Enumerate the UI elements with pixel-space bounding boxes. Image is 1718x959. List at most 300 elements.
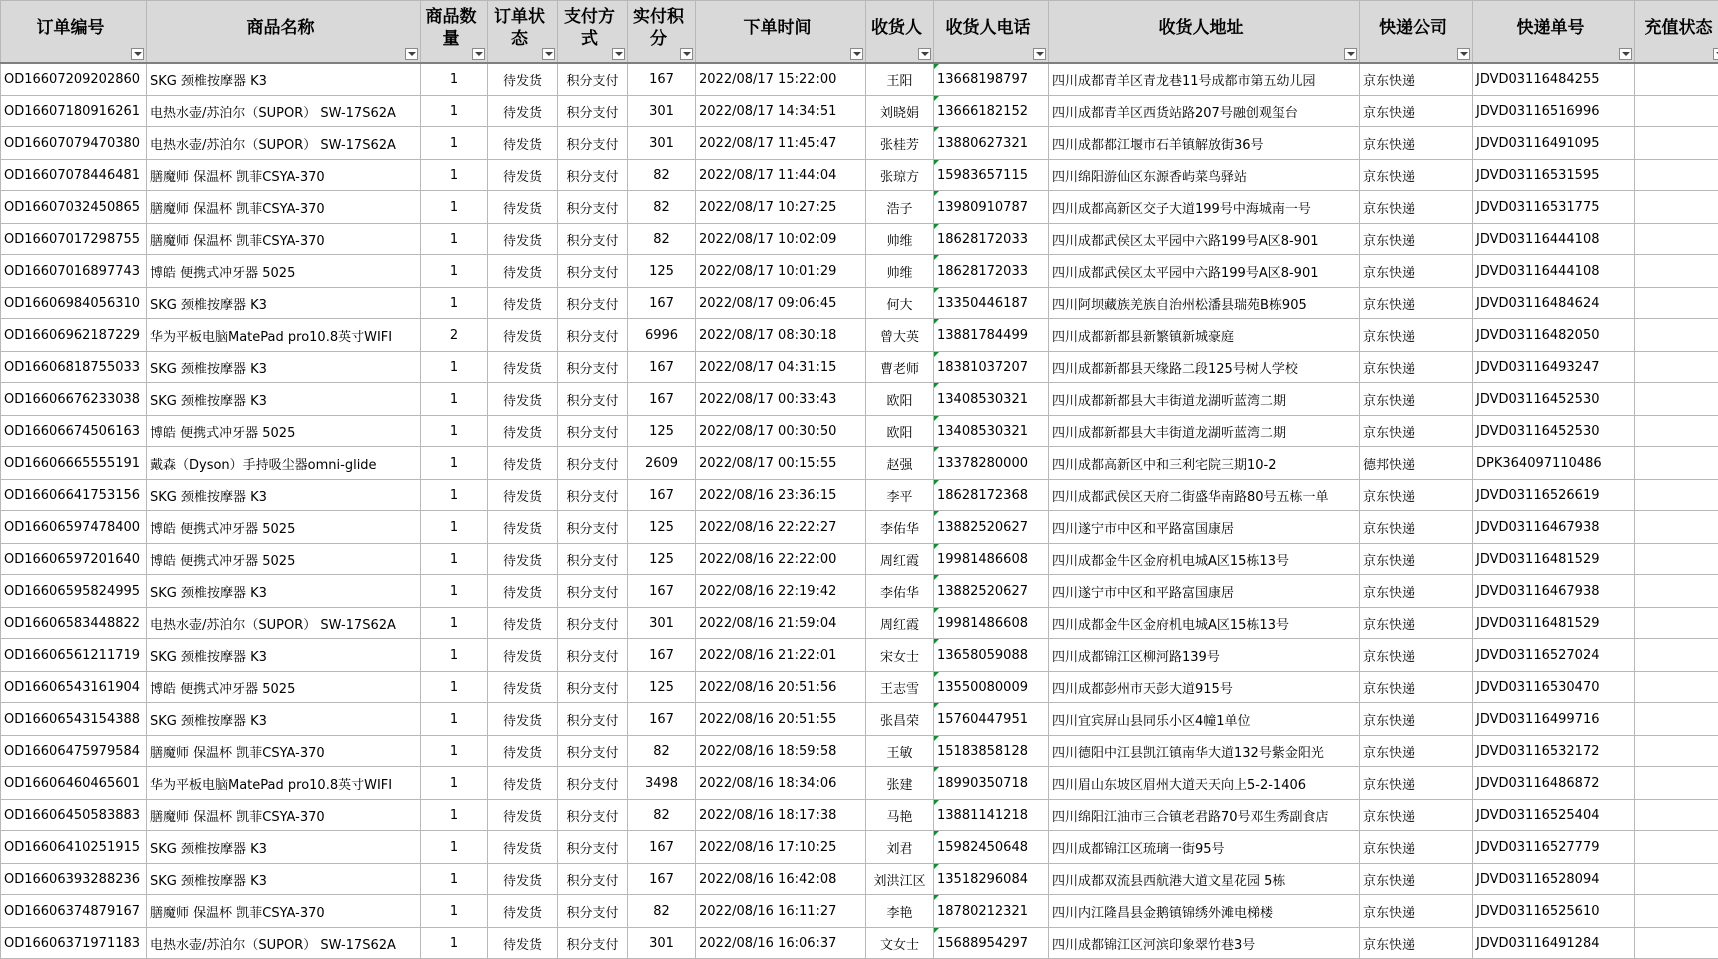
table-cell[interactable]: 四川遂宁市中区和平路富国康居: [1049, 575, 1360, 608]
table-cell[interactable]: 2022/08/16 23:36:15: [696, 480, 866, 511]
table-cell[interactable]: OD16606818755033: [1, 352, 147, 383]
table-cell[interactable]: 2022/08/17 14:34:51: [696, 96, 866, 127]
table-cell[interactable]: [1635, 255, 1718, 288]
table-cell[interactable]: 京东快递: [1360, 480, 1473, 511]
table-cell[interactable]: 四川成都武侯区天府二街盛华南路80号五栋一单: [1049, 480, 1360, 511]
table-cell[interactable]: 四川内江隆昌县金鹅镇锦绣外滩电梯楼: [1049, 895, 1360, 928]
table-cell[interactable]: 四川成都锦江区河滨印象翠竹巷3号: [1049, 928, 1360, 959]
table-cell[interactable]: 积分支付: [558, 800, 628, 831]
table-cell[interactable]: [1635, 575, 1718, 608]
table-cell[interactable]: 1: [421, 608, 488, 639]
table-cell[interactable]: JDVD03116526619: [1473, 480, 1635, 511]
table-cell[interactable]: 待发货: [488, 736, 558, 767]
table-cell[interactable]: 积分支付: [558, 191, 628, 224]
table-cell[interactable]: 1: [421, 864, 488, 895]
table-cell[interactable]: OD16606597201640: [1, 544, 147, 575]
table-cell[interactable]: 京东快递: [1360, 160, 1473, 191]
table-cell[interactable]: 13880627321: [934, 127, 1049, 160]
table-cell[interactable]: 待发货: [488, 480, 558, 511]
table-cell[interactable]: 四川成都锦江区柳河路139号: [1049, 639, 1360, 672]
table-cell[interactable]: 2022/08/17 11:45:47: [696, 127, 866, 160]
table-cell[interactable]: 3498: [628, 767, 696, 800]
table-cell[interactable]: 19981486608: [934, 608, 1049, 639]
table-cell[interactable]: 待发货: [488, 319, 558, 352]
table-cell[interactable]: [1635, 160, 1718, 191]
table-cell[interactable]: 积分支付: [558, 767, 628, 800]
table-cell[interactable]: [1635, 319, 1718, 352]
column-header[interactable]: [1635, 1, 1718, 63]
table-cell[interactable]: 四川成都青羊区青龙巷11号成都市第五幼儿园: [1049, 63, 1360, 96]
table-cell[interactable]: 13408530321: [934, 383, 1049, 416]
table-cell[interactable]: 待发货: [488, 895, 558, 928]
table-cell[interactable]: OD16606674506163: [1, 416, 147, 447]
table-cell[interactable]: 京东快递: [1360, 319, 1473, 352]
table-cell[interactable]: 电热水壶/苏泊尔（SUPOR） SW-17S62A: [147, 928, 421, 959]
table-cell[interactable]: JDVD03116491284: [1473, 928, 1635, 959]
table-cell[interactable]: OD16607016897743: [1, 255, 147, 288]
table-cell[interactable]: 积分支付: [558, 224, 628, 255]
table-cell[interactable]: [1635, 288, 1718, 319]
column-header[interactable]: [1360, 1, 1473, 63]
table-cell[interactable]: 赵强: [866, 447, 934, 480]
table-cell[interactable]: 待发货: [488, 639, 558, 672]
table-cell[interactable]: 13668198797: [934, 63, 1049, 96]
column-header[interactable]: [421, 1, 488, 63]
table-cell[interactable]: 待发货: [488, 288, 558, 319]
table-cell[interactable]: 15982450648: [934, 831, 1049, 864]
table-cell[interactable]: JDVD03116532172: [1473, 736, 1635, 767]
table-cell[interactable]: 13882520627: [934, 511, 1049, 544]
table-cell[interactable]: 四川成都都江堰市石羊镇解放街36号: [1049, 127, 1360, 160]
table-cell[interactable]: OD16606371971183: [1, 928, 147, 959]
table-cell[interactable]: 167: [628, 703, 696, 736]
table-cell[interactable]: 何大: [866, 288, 934, 319]
table-cell[interactable]: 张桂芳: [866, 127, 934, 160]
table-cell[interactable]: 1: [421, 767, 488, 800]
table-cell[interactable]: SKG 颈椎按摩器 K3: [147, 575, 421, 608]
column-header[interactable]: [488, 1, 558, 63]
table-cell[interactable]: 125: [628, 511, 696, 544]
table-cell[interactable]: JDVD03116525610: [1473, 895, 1635, 928]
table-cell[interactable]: 6996: [628, 319, 696, 352]
table-cell[interactable]: JDVD03116491095: [1473, 127, 1635, 160]
filter-dropdown-icon[interactable]: [542, 48, 555, 60]
table-cell[interactable]: 2022/08/17 11:44:04: [696, 160, 866, 191]
table-cell[interactable]: 京东快递: [1360, 383, 1473, 416]
table-cell[interactable]: 积分支付: [558, 544, 628, 575]
table-cell[interactable]: 125: [628, 255, 696, 288]
table-cell[interactable]: 2022/08/16 16:42:08: [696, 864, 866, 895]
table-cell[interactable]: 刘洪江区: [866, 864, 934, 895]
table-cell[interactable]: 2022/08/17 10:27:25: [696, 191, 866, 224]
table-cell[interactable]: 京东快递: [1360, 511, 1473, 544]
table-cell[interactable]: 京东快递: [1360, 288, 1473, 319]
table-cell[interactable]: 82: [628, 895, 696, 928]
table-cell[interactable]: 待发货: [488, 800, 558, 831]
table-cell[interactable]: 1: [421, 383, 488, 416]
table-cell[interactable]: 1: [421, 127, 488, 160]
table-cell[interactable]: 京东快递: [1360, 703, 1473, 736]
table-cell[interactable]: 2022/08/16 18:17:38: [696, 800, 866, 831]
table-cell[interactable]: 82: [628, 736, 696, 767]
table-cell[interactable]: 积分支付: [558, 416, 628, 447]
filter-dropdown-icon[interactable]: [680, 48, 693, 60]
table-cell[interactable]: 13350446187: [934, 288, 1049, 319]
table-cell[interactable]: 积分支付: [558, 96, 628, 127]
table-cell[interactable]: JDVD03116484255: [1473, 63, 1635, 96]
table-cell[interactable]: JDVD03116531595: [1473, 160, 1635, 191]
table-cell[interactable]: OD16606561211719: [1, 639, 147, 672]
table-cell[interactable]: 2022/08/16 20:51:55: [696, 703, 866, 736]
table-cell[interactable]: 电热水壶/苏泊尔（SUPOR） SW-17S62A: [147, 96, 421, 127]
table-cell[interactable]: 电热水壶/苏泊尔（SUPOR） SW-17S62A: [147, 127, 421, 160]
table-cell[interactable]: 167: [628, 575, 696, 608]
table-cell[interactable]: 1: [421, 544, 488, 575]
table-cell[interactable]: JDVD03116481529: [1473, 608, 1635, 639]
table-cell[interactable]: 2022/08/17 09:06:45: [696, 288, 866, 319]
table-cell[interactable]: 博皓 便携式冲牙器 5025: [147, 416, 421, 447]
table-cell[interactable]: 1: [421, 224, 488, 255]
table-cell[interactable]: 2022/08/16 22:22:27: [696, 511, 866, 544]
table-cell[interactable]: JDVD03116444108: [1473, 255, 1635, 288]
table-cell[interactable]: 13378280000: [934, 447, 1049, 480]
table-cell[interactable]: JDVD03116516996: [1473, 96, 1635, 127]
table-cell[interactable]: 积分支付: [558, 639, 628, 672]
table-cell[interactable]: JDVD03116467938: [1473, 511, 1635, 544]
table-cell[interactable]: 15183858128: [934, 736, 1049, 767]
table-cell[interactable]: JDVD03116467938: [1473, 575, 1635, 608]
table-cell[interactable]: OD16606543161904: [1, 672, 147, 703]
table-cell[interactable]: 文女士: [866, 928, 934, 959]
table-cell[interactable]: 167: [628, 288, 696, 319]
table-cell[interactable]: 82: [628, 800, 696, 831]
table-cell[interactable]: 1: [421, 63, 488, 96]
table-cell[interactable]: 1: [421, 895, 488, 928]
table-cell[interactable]: [1635, 224, 1718, 255]
table-cell[interactable]: 宋女士: [866, 639, 934, 672]
table-cell[interactable]: 膳魔师 保温杯 凯菲CSYA-370: [147, 191, 421, 224]
table-cell[interactable]: OD16606583448822: [1, 608, 147, 639]
table-cell[interactable]: 王阳: [866, 63, 934, 96]
table-cell[interactable]: [1635, 480, 1718, 511]
table-cell[interactable]: [1635, 767, 1718, 800]
table-cell[interactable]: 2022/08/16 22:22:00: [696, 544, 866, 575]
table-cell[interactable]: 待发货: [488, 191, 558, 224]
table-cell[interactable]: 待发货: [488, 575, 558, 608]
table-cell[interactable]: DPK364097110486: [1473, 447, 1635, 480]
table-cell[interactable]: OD16606374879167: [1, 895, 147, 928]
filter-dropdown-icon[interactable]: [1619, 48, 1632, 60]
table-cell[interactable]: 积分支付: [558, 703, 628, 736]
table-cell[interactable]: 1: [421, 447, 488, 480]
table-cell[interactable]: [1635, 928, 1718, 959]
table-cell[interactable]: 82: [628, 160, 696, 191]
table-cell[interactable]: 四川德阳中江县凯江镇南华大道132号紫金阳光: [1049, 736, 1360, 767]
table-cell[interactable]: 301: [628, 127, 696, 160]
table-cell[interactable]: [1635, 191, 1718, 224]
table-cell[interactable]: JDVD03116484624: [1473, 288, 1635, 319]
table-cell[interactable]: [1635, 127, 1718, 160]
table-cell[interactable]: 周红霞: [866, 608, 934, 639]
table-cell[interactable]: 京东快递: [1360, 608, 1473, 639]
table-cell[interactable]: OD16607209202860: [1, 63, 147, 96]
table-cell[interactable]: JDVD03116531775: [1473, 191, 1635, 224]
table-cell[interactable]: 四川成都新都县新繁镇新城豪庭: [1049, 319, 1360, 352]
table-cell[interactable]: 301: [628, 608, 696, 639]
table-cell[interactable]: 京东快递: [1360, 96, 1473, 127]
table-cell[interactable]: OD16607032450865: [1, 191, 147, 224]
table-cell[interactable]: OD16606641753156: [1, 480, 147, 511]
table-cell[interactable]: [1635, 864, 1718, 895]
table-cell[interactable]: 博皓 便携式冲牙器 5025: [147, 255, 421, 288]
table-cell[interactable]: 2: [421, 319, 488, 352]
table-cell[interactable]: JDVD03116530470: [1473, 672, 1635, 703]
table-cell[interactable]: 积分支付: [558, 575, 628, 608]
filter-dropdown-icon[interactable]: [612, 48, 625, 60]
table-cell[interactable]: 13408530321: [934, 416, 1049, 447]
table-cell[interactable]: 2022/08/17 08:30:18: [696, 319, 866, 352]
table-cell[interactable]: 2022/08/16 16:06:37: [696, 928, 866, 959]
table-cell[interactable]: 待发货: [488, 672, 558, 703]
table-cell[interactable]: 待发货: [488, 767, 558, 800]
table-cell[interactable]: 京东快递: [1360, 928, 1473, 959]
table-cell[interactable]: 待发货: [488, 383, 558, 416]
column-header[interactable]: [628, 1, 696, 63]
table-cell[interactable]: 82: [628, 191, 696, 224]
table-cell[interactable]: [1635, 639, 1718, 672]
column-header[interactable]: [866, 1, 934, 63]
filter-dropdown-icon[interactable]: [405, 48, 418, 60]
table-cell[interactable]: 德邦快递: [1360, 447, 1473, 480]
table-cell[interactable]: 王志雪: [866, 672, 934, 703]
table-cell[interactable]: 1: [421, 288, 488, 319]
table-cell[interactable]: OD16606676233038: [1, 383, 147, 416]
table-cell[interactable]: 京东快递: [1360, 224, 1473, 255]
table-cell[interactable]: 积分支付: [558, 928, 628, 959]
table-cell[interactable]: 2022/08/16 18:34:06: [696, 767, 866, 800]
table-cell[interactable]: 京东快递: [1360, 416, 1473, 447]
table-cell[interactable]: 京东快递: [1360, 191, 1473, 224]
filter-dropdown-icon[interactable]: [918, 48, 931, 60]
table-cell[interactable]: 待发货: [488, 447, 558, 480]
table-cell[interactable]: 四川眉山东坡区眉州大道天天向上5-2-1406: [1049, 767, 1360, 800]
table-cell[interactable]: 82: [628, 224, 696, 255]
table-cell[interactable]: 积分支付: [558, 895, 628, 928]
table-cell[interactable]: 167: [628, 383, 696, 416]
table-cell[interactable]: 1: [421, 831, 488, 864]
table-cell[interactable]: 帅维: [866, 255, 934, 288]
table-cell[interactable]: 2609: [628, 447, 696, 480]
table-cell[interactable]: 2022/08/17 00:30:50: [696, 416, 866, 447]
table-cell[interactable]: 积分支付: [558, 480, 628, 511]
table-cell[interactable]: 四川成都新都县大丰街道龙湖听蓝湾二期: [1049, 416, 1360, 447]
table-cell[interactable]: 四川成都彭州市天彭大道915号: [1049, 672, 1360, 703]
table-cell[interactable]: 13881784499: [934, 319, 1049, 352]
table-cell[interactable]: 18780212321: [934, 895, 1049, 928]
table-cell[interactable]: 积分支付: [558, 864, 628, 895]
filter-dropdown-icon[interactable]: [1457, 48, 1470, 60]
table-cell[interactable]: JDVD03116527024: [1473, 639, 1635, 672]
table-cell[interactable]: 15760447951: [934, 703, 1049, 736]
table-cell[interactable]: 积分支付: [558, 352, 628, 383]
table-cell[interactable]: 2022/08/16 20:51:56: [696, 672, 866, 703]
filter-dropdown-icon[interactable]: [1033, 48, 1046, 60]
table-cell[interactable]: 膳魔师 保温杯 凯菲CSYA-370: [147, 736, 421, 767]
table-cell[interactable]: 1: [421, 575, 488, 608]
table-cell[interactable]: 四川成都新都县天缘路二段125号树人学校: [1049, 352, 1360, 383]
table-cell[interactable]: 1: [421, 928, 488, 959]
table-cell[interactable]: 积分支付: [558, 319, 628, 352]
table-cell[interactable]: 博皓 便携式冲牙器 5025: [147, 511, 421, 544]
table-cell[interactable]: SKG 颈椎按摩器 K3: [147, 864, 421, 895]
table-cell[interactable]: SKG 颈椎按摩器 K3: [147, 703, 421, 736]
table-cell[interactable]: 京东快递: [1360, 255, 1473, 288]
table-cell[interactable]: 四川宜宾屏山县同乐小区4幢1单位: [1049, 703, 1360, 736]
table-cell[interactable]: JDVD03116525404: [1473, 800, 1635, 831]
table-cell[interactable]: 膳魔师 保温杯 凯菲CSYA-370: [147, 800, 421, 831]
table-cell[interactable]: 1: [421, 800, 488, 831]
table-cell[interactable]: 积分支付: [558, 736, 628, 767]
table-cell[interactable]: 电热水壶/苏泊尔（SUPOR） SW-17S62A: [147, 608, 421, 639]
table-cell[interactable]: 四川成都武侯区太平园中六路199号A区8-901: [1049, 255, 1360, 288]
table-cell[interactable]: SKG 颈椎按摩器 K3: [147, 383, 421, 416]
table-cell[interactable]: OD16606410251915: [1, 831, 147, 864]
table-cell[interactable]: 13881141218: [934, 800, 1049, 831]
table-cell[interactable]: OD16607079470380: [1, 127, 147, 160]
table-cell[interactable]: 2022/08/16 18:59:58: [696, 736, 866, 767]
table-cell[interactable]: 2022/08/17 15:22:00: [696, 63, 866, 96]
table-cell[interactable]: SKG 颈椎按摩器 K3: [147, 480, 421, 511]
column-header[interactable]: [934, 1, 1049, 63]
table-cell[interactable]: 四川成都锦江区琉璃一街95号: [1049, 831, 1360, 864]
table-cell[interactable]: 曹老师: [866, 352, 934, 383]
filter-dropdown-icon[interactable]: [1344, 48, 1357, 60]
table-cell[interactable]: 京东快递: [1360, 639, 1473, 672]
table-cell[interactable]: [1635, 608, 1718, 639]
table-cell[interactable]: 167: [628, 864, 696, 895]
table-cell[interactable]: 欧阳: [866, 416, 934, 447]
table-cell[interactable]: 刘君: [866, 831, 934, 864]
filter-dropdown-icon[interactable]: [1713, 48, 1718, 60]
column-header[interactable]: [147, 1, 421, 63]
table-cell[interactable]: 京东快递: [1360, 127, 1473, 160]
table-cell[interactable]: 四川绵阳江油市三合镇老君路70号邓生秀副食店: [1049, 800, 1360, 831]
table-cell[interactable]: 18990350718: [934, 767, 1049, 800]
table-cell[interactable]: 2022/08/16 21:59:04: [696, 608, 866, 639]
table-cell[interactable]: 四川阿坝藏族羌族自治州松潘县瑞苑B栋905: [1049, 288, 1360, 319]
table-cell[interactable]: 积分支付: [558, 255, 628, 288]
table-cell[interactable]: 18628172368: [934, 480, 1049, 511]
table-cell[interactable]: [1635, 831, 1718, 864]
table-cell[interactable]: 待发货: [488, 63, 558, 96]
table-cell[interactable]: 125: [628, 416, 696, 447]
table-cell[interactable]: 膳魔师 保温杯 凯菲CSYA-370: [147, 160, 421, 191]
table-cell[interactable]: 13980910787: [934, 191, 1049, 224]
table-cell[interactable]: [1635, 895, 1718, 928]
table-cell[interactable]: 积分支付: [558, 383, 628, 416]
table-cell[interactable]: 张建: [866, 767, 934, 800]
table-cell[interactable]: 张琼方: [866, 160, 934, 191]
table-cell[interactable]: OD16606543154388: [1, 703, 147, 736]
table-cell[interactable]: 马艳: [866, 800, 934, 831]
table-cell[interactable]: JDVD03116493247: [1473, 352, 1635, 383]
table-cell[interactable]: 京东快递: [1360, 831, 1473, 864]
table-cell[interactable]: 1: [421, 96, 488, 127]
table-cell[interactable]: 1: [421, 160, 488, 191]
table-cell[interactable]: OD16607017298755: [1, 224, 147, 255]
table-cell[interactable]: 167: [628, 639, 696, 672]
table-cell[interactable]: 四川成都金牛区金府机电城A区15栋13号: [1049, 608, 1360, 639]
table-cell[interactable]: 帅维: [866, 224, 934, 255]
table-cell[interactable]: 2022/08/16 16:11:27: [696, 895, 866, 928]
table-cell[interactable]: 京东快递: [1360, 864, 1473, 895]
table-cell[interactable]: 待发货: [488, 703, 558, 736]
table-cell[interactable]: 膳魔师 保温杯 凯菲CSYA-370: [147, 224, 421, 255]
column-header[interactable]: [1049, 1, 1360, 63]
table-cell[interactable]: [1635, 447, 1718, 480]
table-cell[interactable]: 积分支付: [558, 672, 628, 703]
table-cell[interactable]: 2022/08/17 00:15:55: [696, 447, 866, 480]
table-cell[interactable]: 125: [628, 544, 696, 575]
table-cell[interactable]: 2022/08/16 17:10:25: [696, 831, 866, 864]
table-cell[interactable]: SKG 颈椎按摩器 K3: [147, 288, 421, 319]
table-cell[interactable]: 博皓 便携式冲牙器 5025: [147, 672, 421, 703]
table-cell[interactable]: 待发货: [488, 416, 558, 447]
table-cell[interactable]: 待发货: [488, 511, 558, 544]
table-cell[interactable]: OD16606393288236: [1, 864, 147, 895]
table-cell[interactable]: 301: [628, 928, 696, 959]
table-cell[interactable]: 19981486608: [934, 544, 1049, 575]
table-cell[interactable]: 167: [628, 480, 696, 511]
table-cell[interactable]: [1635, 96, 1718, 127]
table-cell[interactable]: 李佑华: [866, 511, 934, 544]
table-cell[interactable]: 积分支付: [558, 447, 628, 480]
table-cell[interactable]: 曾大英: [866, 319, 934, 352]
table-cell[interactable]: OD16607078446481: [1, 160, 147, 191]
table-cell[interactable]: 积分支付: [558, 608, 628, 639]
table-cell[interactable]: 1: [421, 416, 488, 447]
table-cell[interactable]: 1: [421, 639, 488, 672]
table-cell[interactable]: 京东快递: [1360, 736, 1473, 767]
table-cell[interactable]: 待发货: [488, 255, 558, 288]
table-cell[interactable]: 四川成都青羊区西货站路207号融创观玺台: [1049, 96, 1360, 127]
table-cell[interactable]: 四川绵阳游仙区东源香屿菜鸟驿站: [1049, 160, 1360, 191]
table-cell[interactable]: 2022/08/17 04:31:15: [696, 352, 866, 383]
table-cell[interactable]: SKG 颈椎按摩器 K3: [147, 831, 421, 864]
table-cell[interactable]: OD16606450583883: [1, 800, 147, 831]
table-cell[interactable]: 李平: [866, 480, 934, 511]
table-cell[interactable]: [1635, 544, 1718, 575]
table-cell[interactable]: 四川成都金牛区金府机电城A区15栋13号: [1049, 544, 1360, 575]
table-cell[interactable]: OD16606665555191: [1, 447, 147, 480]
table-cell[interactable]: SKG 颈椎按摩器 K3: [147, 352, 421, 383]
table-cell[interactable]: 四川遂宁市中区和平路富国康居: [1049, 511, 1360, 544]
table-cell[interactable]: 积分支付: [558, 831, 628, 864]
table-cell[interactable]: 积分支付: [558, 63, 628, 96]
table-cell[interactable]: 待发货: [488, 224, 558, 255]
table-cell[interactable]: 四川成都高新区交子大道199号中海城南一号: [1049, 191, 1360, 224]
table-cell[interactable]: 1: [421, 703, 488, 736]
table-cell[interactable]: 四川成都双流县西航港大道文星花园 5栋: [1049, 864, 1360, 895]
table-cell[interactable]: 2022/08/16 21:22:01: [696, 639, 866, 672]
table-cell[interactable]: 1: [421, 352, 488, 383]
table-cell[interactable]: [1635, 352, 1718, 383]
table-cell[interactable]: 1: [421, 480, 488, 511]
table-cell[interactable]: JDVD03116527779: [1473, 831, 1635, 864]
table-cell[interactable]: 13666182152: [934, 96, 1049, 127]
table-cell[interactable]: [1635, 736, 1718, 767]
table-cell[interactable]: 18628172033: [934, 224, 1049, 255]
